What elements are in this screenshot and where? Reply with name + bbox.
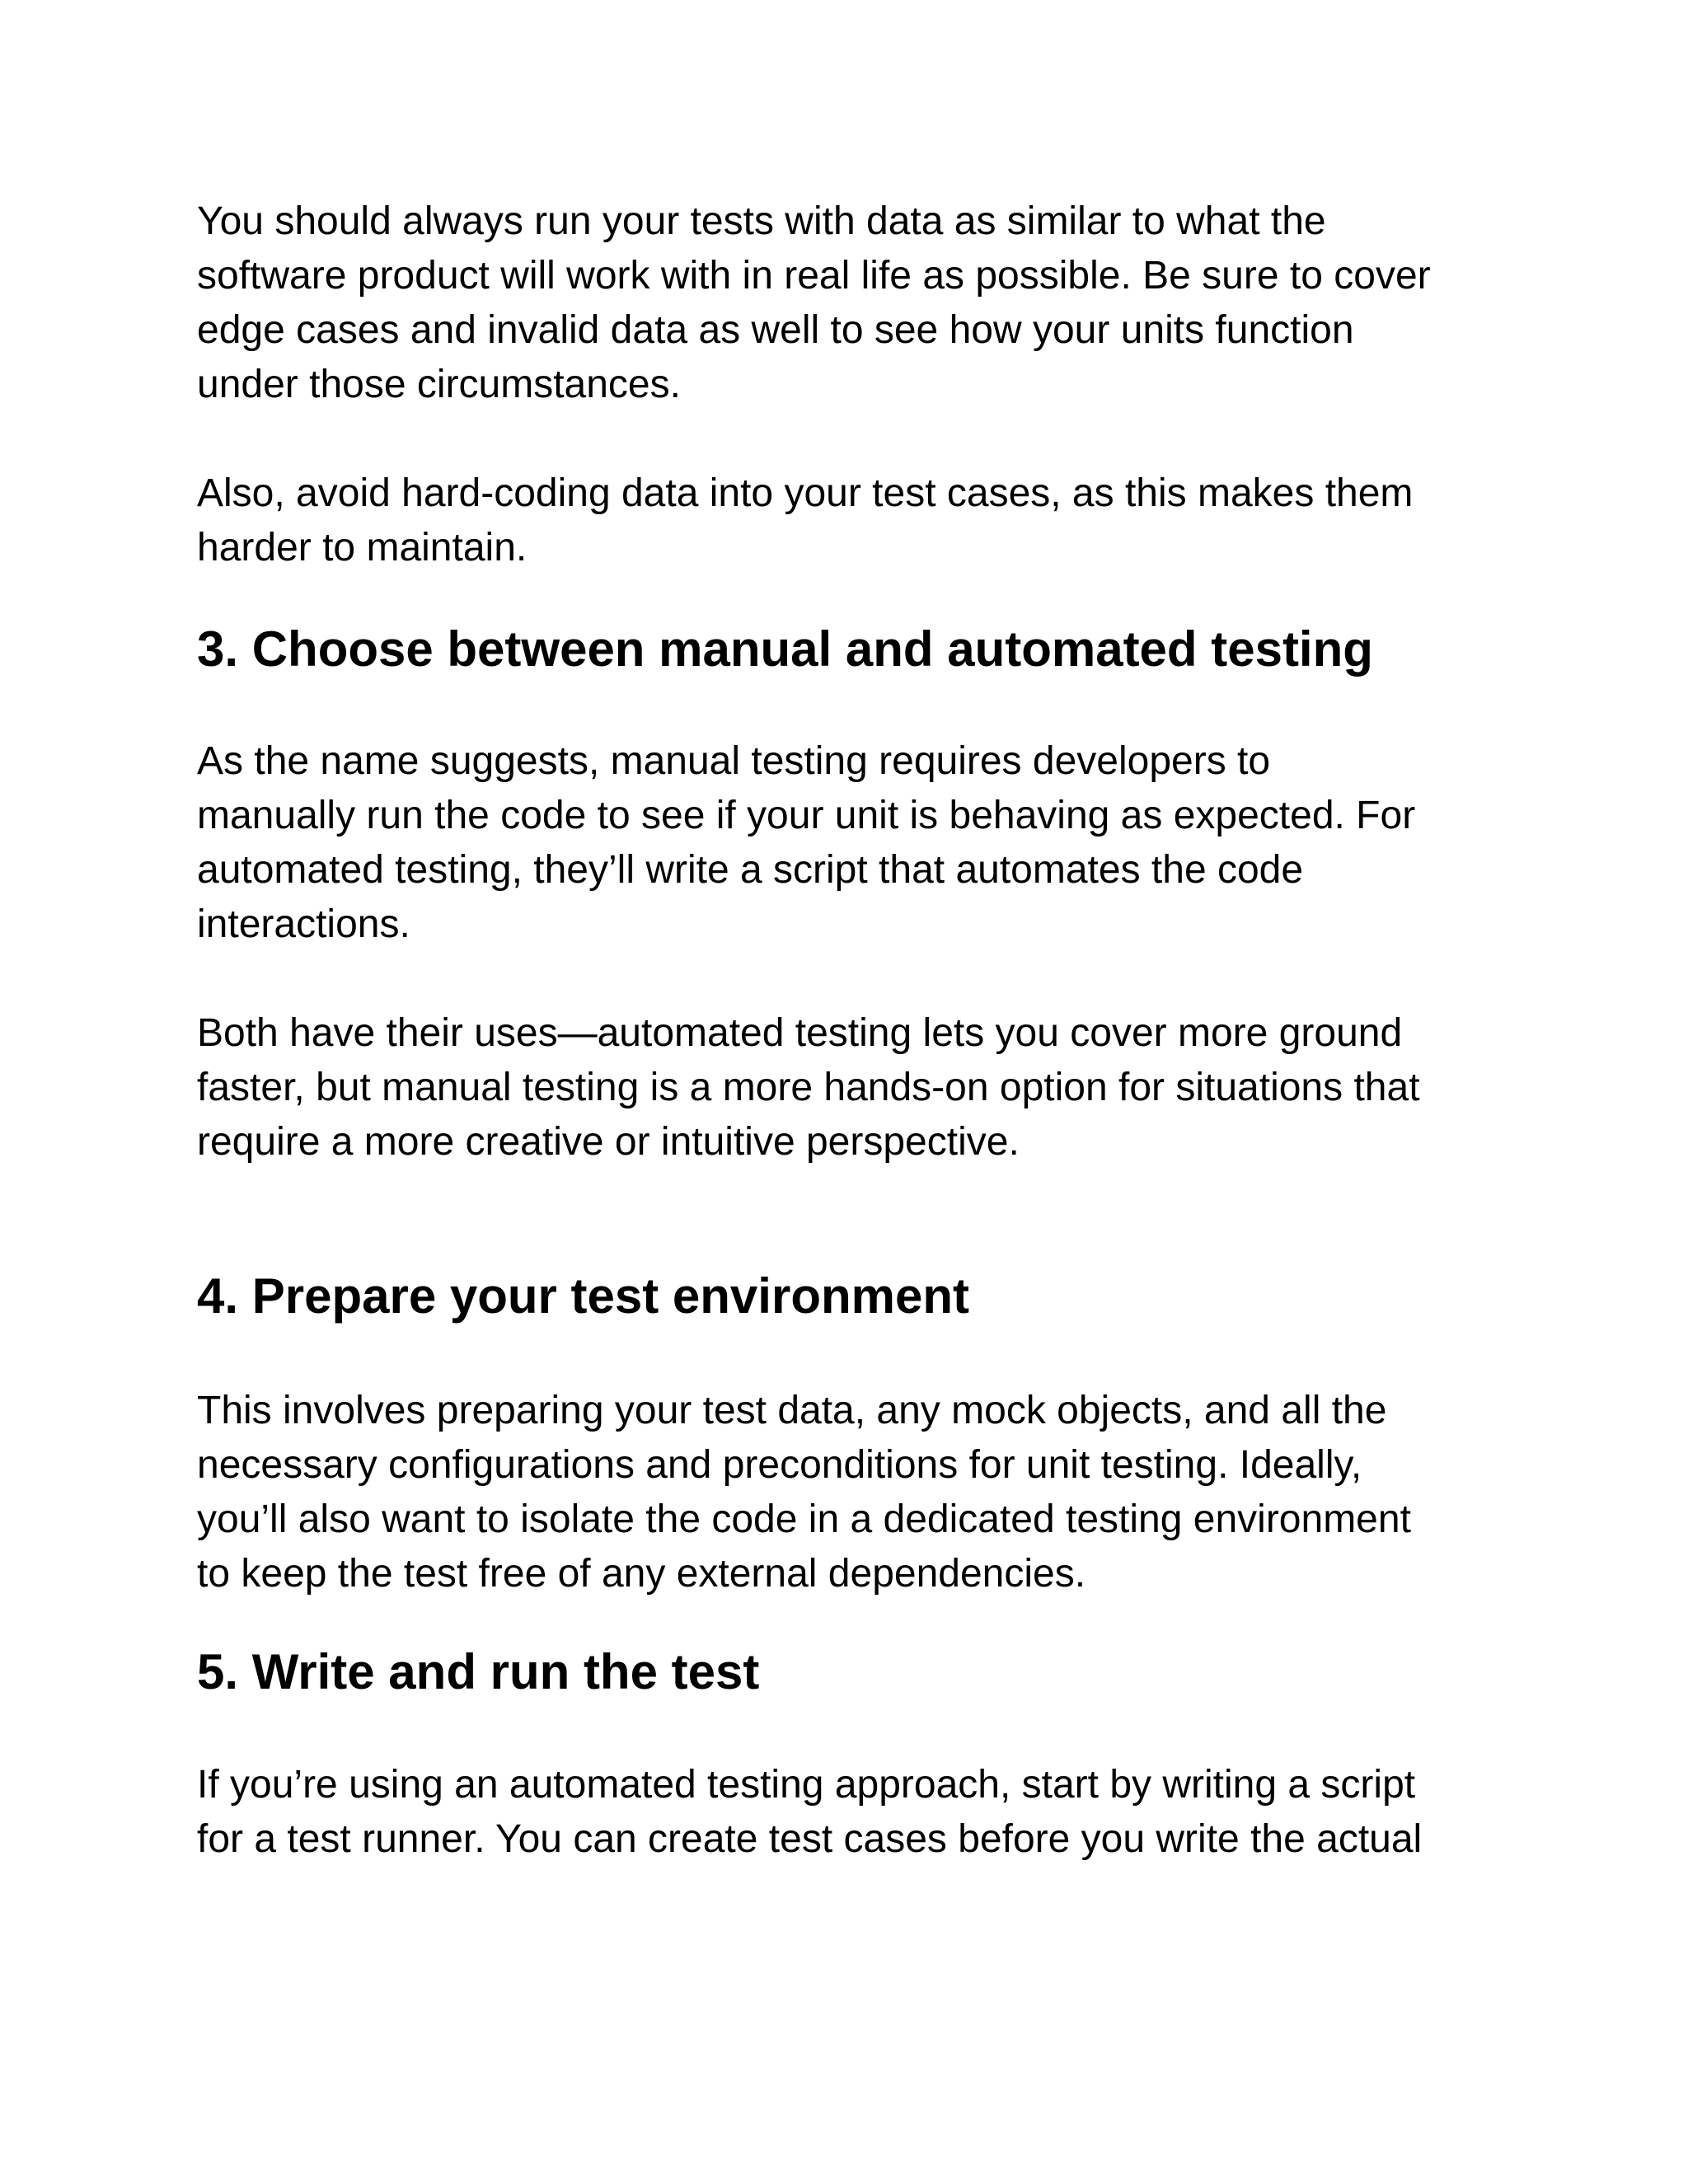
paragraph-line: under those circumstances. xyxy=(197,363,681,406)
paragraph-line: faster, but manual testing is a more hands-on option for situations that xyxy=(197,1066,1420,1109)
paragraph-manual-vs-automated xyxy=(197,734,1516,952)
paragraph-avoid-hard-coding xyxy=(197,466,1516,575)
paragraph-line: edge cases and invalid data as well to see how your units function xyxy=(197,308,1354,352)
paragraph-line: Also, avoid hard-coding data into your test cases, as this makes them xyxy=(197,471,1414,515)
paragraph-line: This involves preparing your test data, any mock objects, and all the xyxy=(197,1389,1387,1432)
paragraph-line: to keep the test free of any external dependencies. xyxy=(197,1552,1086,1596)
paragraph-test-environment xyxy=(197,1384,1516,1601)
heading-write-and-run: 5. Write and run the test xyxy=(197,1644,760,1699)
paragraph-line: require a more creative or intuitive perspective. xyxy=(197,1120,1020,1164)
paragraph-automated-approach xyxy=(197,1758,1516,1867)
paragraph-line: manually run the code to see if your unit is behaving as expected. For xyxy=(197,794,1416,837)
paragraph-line: You should always run your tests with data as similar to what the xyxy=(197,199,1326,243)
paragraph-both-have-uses xyxy=(197,1006,1516,1169)
paragraph-line: automated testing, they’ll write a script that automates the code xyxy=(197,848,1304,892)
paragraph-line: you’ll also want to isolate the code in a dedicated testing environment xyxy=(197,1497,1411,1541)
heading-prepare-environment: 4. Prepare your test environment xyxy=(197,1268,969,1324)
paragraph-line: Both have their uses—automated testing lets you cover more ground xyxy=(197,1011,1403,1055)
paragraph-line: interactions. xyxy=(197,902,410,946)
paragraph-line: If you’re using an automated testing approach, start by writing a script xyxy=(197,1763,1416,1807)
paragraph-line: software product will work with in real life as possible. Be sure to cover xyxy=(197,254,1431,298)
paragraph-line: As the name suggests, manual testing requires developers to xyxy=(197,739,1271,783)
paragraph-line: necessary configurations and preconditions for unit testing. Ideally, xyxy=(197,1443,1362,1487)
paragraph-line: for a test runner. You can create test cases before you write the actual xyxy=(197,1817,1423,1861)
paragraph-realistic-data xyxy=(197,194,1516,412)
paragraph-line: harder to maintain. xyxy=(197,526,528,569)
heading-choose-testing: 3. Choose between manual and automated testing xyxy=(197,621,1373,677)
